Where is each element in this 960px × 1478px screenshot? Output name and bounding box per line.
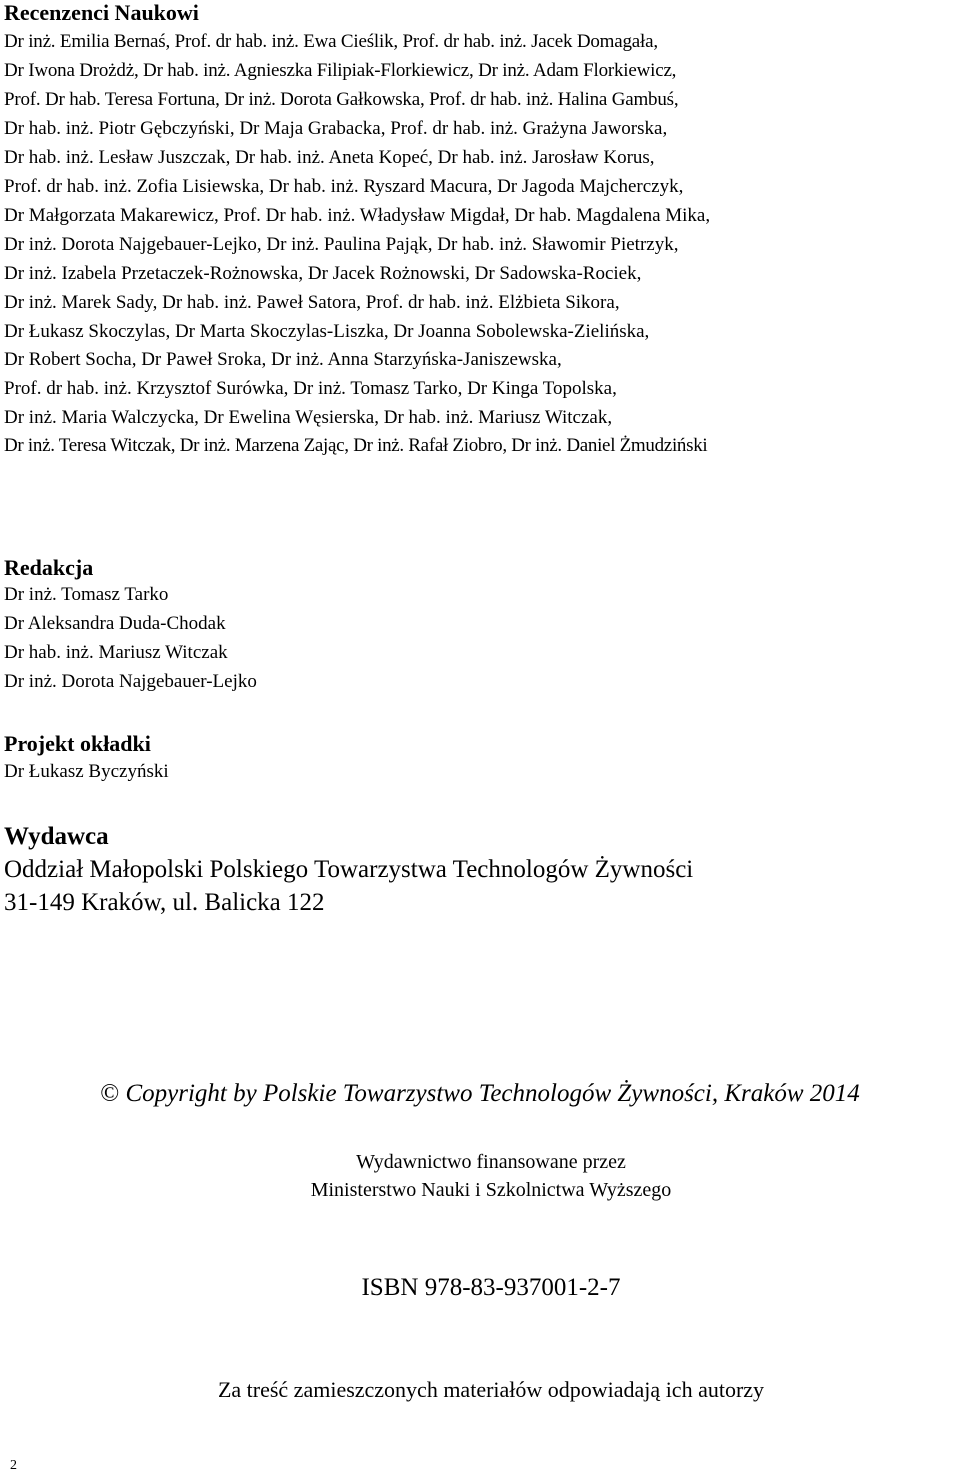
reviewers-line: Dr inż. Maria Walczycka, Dr Ewelina Węsierska, Dr hab. inż. Mariusz Witczak, (4, 407, 613, 428)
reviewers-line: Dr Iwona Drożdż, Dr hab. inż. Agnieszka Filipiak-Florkiewicz, Dr inż. Adam Florkiewicz, (4, 60, 677, 81)
isbn: ISBN 978-83-937001-2-7 (361, 1274, 621, 1301)
reviewers-line: Dr hab. inż. Piotr Gębczyński, Dr Maja Grabacka, Prof. dr hab. inż. Grażyna Jaworska, (4, 118, 668, 139)
funding-ministry-line: Ministerstwo Nauki i Szkolnictwa Wyższego (310, 1179, 672, 1201)
publisher-line: Oddział Małopolski Polskiego Towarzystwa Technologów Żywności (4, 856, 694, 883)
page-number: 2 (10, 1458, 17, 1473)
editorial-heading: Redakcja (4, 555, 94, 580)
reviewers-heading: Recenzenci Naukowi (4, 0, 199, 25)
copyright-text: Copyright by Polskie Towarzystwo Technologów Żywności, Kraków 2014 (119, 1080, 860, 1107)
cover-design-line: Dr Łukasz Byczyński (4, 761, 169, 782)
publisher-line: 31-149 Kraków, ul. Balicka 122 (4, 889, 325, 916)
reviewers-line: Dr Robert Socha, Dr Paweł Sroka, Dr inż. Anna Starzyńska-Janiszewska, (4, 349, 562, 370)
editorial-line: Dr inż. Dorota Najgebauer-Lejko (4, 671, 257, 692)
reviewers-line: Dr inż. Marek Sady, Dr hab. inż. Paweł Satora, Prof. dr hab. inż. Elżbieta Sikora, (4, 292, 620, 313)
editorial-line: Dr Aleksandra Duda-Chodak (4, 613, 226, 634)
reviewers-line: Dr Łukasz Skoczylas, Dr Marta Skoczylas-Liszka, Dr Joanna Sobolewska-Zielińska, (4, 321, 650, 342)
reviewers-line: Prof. Dr hab. Teresa Fortuna, Dr inż. Dorota Gałkowska, Prof. dr hab. inż. Halina Gambuś, (4, 89, 679, 110)
reviewers-line: Dr inż. Izabela Przetaczek-Rożnowska, Dr Jacek Rożnowski, Dr Sadowska-Rociek, (4, 263, 642, 284)
reviewers-line: Prof. dr hab. inż. Zofia Lisiewska, Dr hab. inż. Ryszard Macura, Dr Jagoda Majcherczyk, (4, 176, 684, 197)
reviewers-line: Dr inż. Emilia Bernaś, Prof. dr hab. inż. Ewa Cieślik, Prof. dr hab. inż. Jacek Domagała, (4, 31, 658, 52)
funding-line: Wydawnictwo finansowane przez (356, 1151, 626, 1173)
responsibility-note: Za treść zamieszczonych materiałów odpowiadają ich autorzy (217, 1377, 765, 1402)
copyright-icon: © (100, 1080, 120, 1107)
publisher-heading: Wydawca (4, 823, 109, 850)
editorial-line: Dr inż. Tomasz Tarko (4, 584, 169, 605)
reviewers-line: Dr inż. Dorota Najgebauer-Lejko, Dr inż. Paulina Pająk, Dr hab. inż. Sławomir Pietrzyk, (4, 234, 679, 255)
reviewers-line: Dr Małgorzata Makarewicz, Prof. Dr hab. inż. Władysław Migdał, Dr hab. Magdalena Mika, (4, 205, 711, 226)
editorial-line: Dr hab. inż. Mariusz Witczak (4, 642, 228, 663)
reviewers-line: Dr inż. Teresa Witczak, Dr inż. Marzena Zając, Dr inż. Rafał Ziobro, Dr inż. Daniel Żmudziński (4, 435, 708, 456)
copyright-notice (0, 1077, 960, 1111)
cover-design-heading: Projekt okładki (4, 731, 151, 756)
reviewers-line: Prof. dr hab. inż. Krzysztof Surówka, Dr inż. Tomasz Tarko, Dr Kinga Topolska, (4, 378, 617, 399)
reviewers-line: Dr hab. inż. Lesław Juszczak, Dr hab. inż. Aneta Kopeć, Dr hab. inż. Jarosław Korus, (4, 147, 655, 168)
